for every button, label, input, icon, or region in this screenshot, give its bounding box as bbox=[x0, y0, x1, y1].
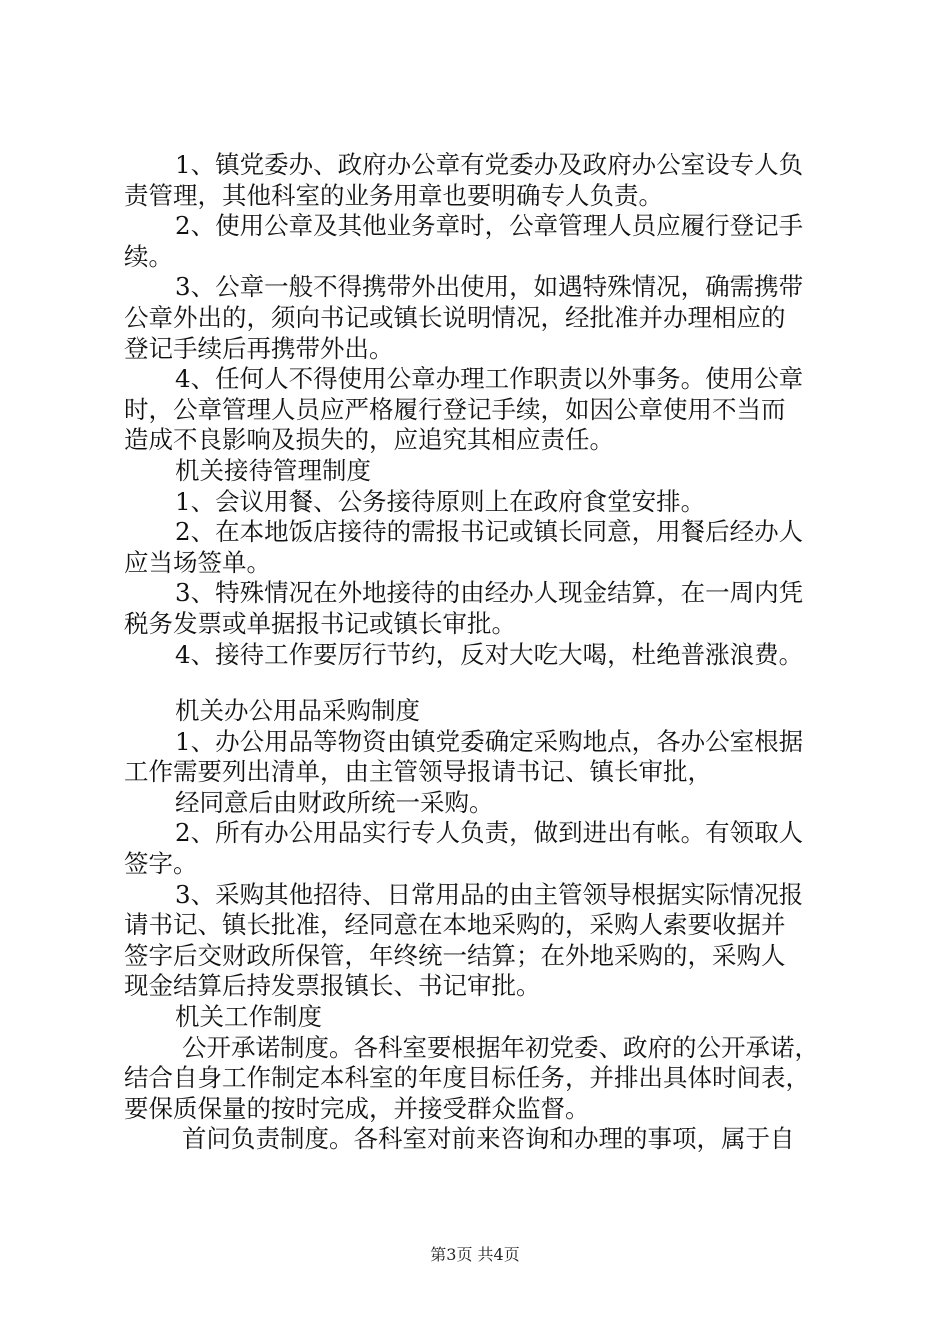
paragraph-line: 公章外出的，须向书记或镇长说明情况，经批准并办理相应的 bbox=[124, 302, 786, 332]
section-heading: 机关办公用品采购制度 bbox=[175, 696, 420, 726]
paragraph-line: 税务发票或单据报书记或镇长审批。 bbox=[124, 608, 516, 638]
paragraph-line: 签字。 bbox=[124, 849, 198, 879]
paragraph-line: 时，公章管理人员应严格履行登记手续，如因公章使用不当而 bbox=[124, 394, 786, 424]
paragraph-line: 3、特殊情况在外地接待的由经办人现金结算，在一周内凭 bbox=[175, 578, 804, 608]
paragraph-line: 应当场签单。 bbox=[124, 547, 271, 577]
paragraph-line: 造成不良影响及损失的，应追究其相应责任。 bbox=[124, 425, 614, 455]
paragraph-line: 公开承诺制度。各科室要根据年初党委、政府的公开承诺， bbox=[182, 1032, 819, 1062]
paragraph-line: 4、接待工作要厉行节约，反对大吃大喝，杜绝普涨浪费。 bbox=[175, 639, 804, 669]
page-footer: 第3页 共4页 bbox=[430, 1245, 520, 1264]
paragraph-line: 1、会议用餐、公务接待原则上在政府食堂安排。 bbox=[175, 486, 706, 516]
paragraph-line: 3、公章一般不得携带外出使用，如遇特殊情况，确需携带 bbox=[175, 272, 804, 302]
paragraph-line: 首问负责制度。各科室对前来咨询和办理的事项，属于自 bbox=[182, 1124, 795, 1154]
paragraph-line: 请书记、镇长批准，经同意在本地采购的，采购人索要收据并 bbox=[124, 910, 786, 940]
paragraph-gap bbox=[124, 670, 838, 696]
paragraph-line: 1、办公用品等物资由镇党委确定采购地点，各办公室根据 bbox=[175, 726, 804, 756]
section-heading: 机关接待管理制度 bbox=[175, 455, 371, 485]
paragraph-line: 责管理，其他科室的业务用章也要明确专人负责。 bbox=[124, 180, 663, 210]
paragraph-line: 3、采购其他招待、日常用品的由主管领导根据实际情况报 bbox=[175, 879, 804, 909]
paragraph-line: 签字后交财政所保管，年终统一结算；在外地采购的，采购人 bbox=[124, 940, 786, 970]
section-heading: 机关工作制度 bbox=[175, 1002, 322, 1032]
document-body bbox=[124, 150, 838, 1155]
paragraph-line: 登记手续后再携带外出。 bbox=[124, 333, 394, 363]
paragraph-line: 4、任何人不得使用公章办理工作职责以外事务。使用公章 bbox=[175, 364, 804, 394]
paragraph-line: 1、镇党委办、政府办公章有党委办及政府办公室设专人负 bbox=[175, 150, 804, 179]
paragraph-line: 现金结算后持发票报镇长、书记审批。 bbox=[124, 971, 541, 1001]
paragraph-line: 经同意后由财政所统一采购。 bbox=[175, 787, 494, 817]
paragraph-line: 工作需要列出清单，由主管领导报请书记、镇长审批， bbox=[124, 757, 712, 787]
paragraph-line: 2、使用公章及其他业务章时，公章管理人员应履行登记手 bbox=[175, 211, 804, 241]
paragraph-line: 2、所有办公用品实行专人负责，做到进出有帐。有领取人 bbox=[175, 818, 804, 848]
paragraph-line: 要保质保量的按时完成，并接受群众监督。 bbox=[124, 1093, 590, 1123]
paragraph-line: 结合自身工作制定本科室的年度目标任务，并排出具体时间表， bbox=[124, 1063, 810, 1093]
paragraph-line: 续。 bbox=[124, 241, 173, 271]
paragraph-line: 2、在本地饭店接待的需报书记或镇长同意，用餐后经办人 bbox=[175, 517, 804, 547]
